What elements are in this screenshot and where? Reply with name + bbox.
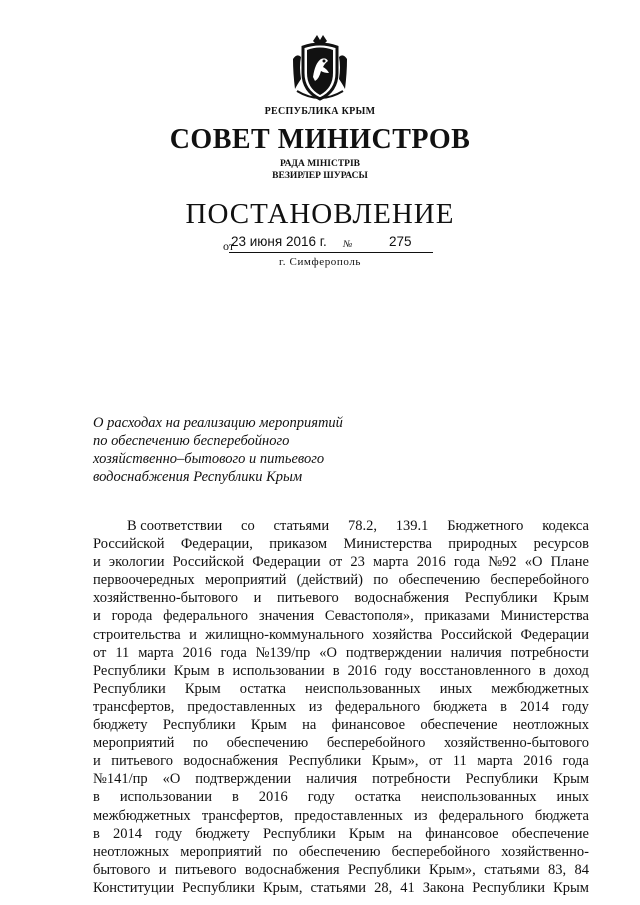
body-word: и [93, 753, 101, 770]
body-word: питьевого [277, 590, 339, 607]
body-word: федерального [438, 807, 524, 824]
body-word: году [307, 789, 335, 806]
body-word: Крым [173, 662, 210, 679]
body-word: остатка [354, 789, 401, 806]
body-word: водоснабжения [183, 753, 279, 770]
body-word: хозяйственно-бытового [443, 735, 589, 752]
body-word: финансовое [425, 825, 499, 842]
body-word: 2016 [182, 644, 212, 661]
subject-line: О расходах на реализацию мероприятий [93, 415, 343, 431]
council-title-crimean-tatar: ВЕЗИРЛЕР ШУРАСЫ [272, 171, 368, 181]
body-word: 84 [574, 861, 589, 878]
body-word: 28, [374, 879, 393, 896]
body-word: Конституции [93, 879, 175, 896]
council-title: СОВЕТ МИНИСТРОВ [169, 124, 471, 155]
body-word: 2014 [113, 825, 142, 842]
body-word: питьевого [111, 753, 173, 770]
coat-of-arms-emblem [291, 33, 349, 103]
body-word: обеспечение [420, 717, 498, 734]
body-word: водоснабжения [354, 590, 450, 607]
body-word: иных [439, 680, 473, 697]
body-word: федерального [163, 608, 249, 625]
body-word: «О [162, 771, 181, 788]
body-word: в [332, 662, 340, 679]
body-word: №141/пр [93, 771, 148, 788]
body-word: Крым», [371, 753, 419, 770]
body-word: бесперебойного [490, 572, 589, 589]
body-word: 2016 [416, 554, 446, 571]
body-word: по [373, 572, 389, 589]
body-line [93, 553, 589, 571]
body-word: бюджету [195, 825, 250, 842]
body-word: бюджету [93, 717, 148, 734]
body-word: доход [553, 662, 589, 679]
body-word: 23 [350, 554, 365, 571]
body-word: кодекса [542, 518, 589, 534]
body-word: Плане [550, 554, 589, 571]
body-word: Российской [440, 626, 513, 643]
body-word: Бюджетного [447, 518, 524, 534]
document-number: 275 [389, 234, 412, 249]
body-word: использовании [119, 789, 212, 806]
body-word: со [241, 518, 255, 534]
body-word: Федерации, [180, 536, 253, 553]
body-word: предоставленных [187, 698, 296, 715]
body-line [93, 535, 589, 553]
body-word: Федерации [252, 554, 321, 571]
body-word: Республики [162, 717, 236, 734]
body-word: статьями [273, 518, 330, 534]
body-word: неотложных [512, 717, 589, 734]
body-word: 83, [548, 861, 567, 878]
body-word: жилищно-коммунального [205, 626, 364, 643]
date-underline [229, 252, 433, 253]
document-type-title: ПОСТАНОВЛЕНИЕ [185, 198, 455, 230]
body-word: обеспечению [298, 843, 381, 860]
body-line [93, 716, 589, 734]
body-line [93, 517, 589, 535]
body-word: по [272, 843, 288, 860]
council-title-ukrainian: РАДА МІНІСТРІВ [279, 159, 360, 169]
body-word: в [93, 789, 100, 806]
body-word: 41 [400, 879, 415, 896]
body-word: восстановленного [419, 662, 531, 679]
body-line [93, 879, 589, 897]
body-word: по [193, 735, 209, 752]
body-word: 11 [452, 753, 467, 770]
body-word: Республики [93, 680, 166, 697]
body-line [93, 825, 589, 843]
body-word: от [93, 644, 107, 661]
body-word: хозяйственно- [501, 843, 589, 860]
body-word: Республики [464, 590, 538, 607]
body-word: подтверждении [345, 644, 442, 661]
republic-name: РЕСПУБЛИКА КРЫМ [264, 106, 376, 117]
body-word: в [231, 789, 239, 806]
body-word: «О [319, 644, 337, 661]
body-word: Российской [172, 554, 245, 571]
body-word: бесперебойного [391, 843, 491, 860]
body-word: Крым [553, 771, 589, 788]
body-word: межбюджетных [93, 807, 191, 824]
body-word: из [414, 807, 428, 824]
body-word: ресурсов [533, 536, 589, 553]
body-word: марта [373, 554, 409, 571]
body-word: водоснабжения [244, 861, 340, 878]
body-word: мероприятий [204, 572, 287, 589]
body-word: города [111, 608, 153, 625]
body-word: в [538, 662, 546, 679]
body-word: мероприятий [180, 843, 262, 860]
body-word: №92 [488, 554, 517, 571]
body-word: неиспользованных [305, 680, 421, 697]
body-word: бюджета [534, 807, 589, 824]
city: г. Симферополь [278, 256, 362, 268]
body-line [93, 861, 589, 879]
body-word: межбюджетных [491, 680, 589, 697]
body-word: из [308, 698, 323, 715]
body-word: Республики [347, 861, 421, 878]
body-word: в [217, 662, 225, 679]
body-word: трансфертов, [201, 807, 284, 824]
body-word: Федерации [520, 626, 589, 643]
body-word: статьями [310, 879, 367, 896]
body-word: на [302, 717, 317, 734]
body-word: 2016 [258, 789, 288, 806]
body-word: иных [556, 789, 589, 806]
body-line [93, 607, 589, 625]
body-word: 2014 [519, 698, 549, 715]
body-word: статьями [484, 861, 540, 878]
body-word: хозяйства [372, 626, 433, 643]
subject-line: по обеспечению бесперебойного [93, 433, 290, 449]
body-line [93, 626, 589, 644]
body-word: и [189, 626, 197, 643]
body-word: Республики [262, 825, 336, 842]
body-word: марта [138, 644, 174, 661]
body-word: году [384, 662, 412, 679]
body-word: приказом [269, 536, 328, 553]
number-sign: № [343, 239, 353, 250]
body-line [93, 843, 589, 861]
body-line [93, 807, 589, 825]
body-word: Закона [422, 879, 465, 896]
body-word: 78.2, [347, 518, 377, 534]
body-word: №139/пр [255, 644, 311, 661]
body-word: потребности [510, 644, 589, 661]
body-line [93, 698, 589, 716]
body-word: природных [448, 536, 518, 553]
body-line [93, 662, 589, 680]
body-word: Крым», [429, 861, 476, 878]
date-prefix: от [223, 239, 235, 253]
body-word: Крым [553, 590, 589, 607]
body-word: года [562, 753, 589, 770]
body-word: мероприятий [93, 735, 175, 752]
body-word: Российской [93, 536, 165, 553]
body-line [93, 734, 589, 752]
body-word: В соответствии [127, 518, 223, 534]
body-word: Республики [182, 879, 255, 896]
body-word: трансфертов, [93, 698, 175, 715]
body-word: и [93, 554, 101, 571]
body-word: года [220, 644, 247, 661]
body-word: 139.1 [395, 518, 429, 534]
body-word: Республики [93, 662, 166, 679]
body-word: Крым [184, 680, 221, 697]
body-word: в [500, 698, 507, 715]
body-line [93, 788, 589, 806]
body-word: году [155, 825, 183, 842]
body-word: Министерства [343, 536, 432, 553]
body-word: приказами [424, 608, 490, 625]
body-word: обеспечение [511, 825, 589, 842]
body-text [93, 517, 589, 897]
body-word: значения [258, 608, 315, 625]
document-subject [93, 414, 393, 486]
body-line [93, 589, 589, 607]
body-word: Севастополя», [324, 608, 414, 625]
body-line [93, 644, 589, 662]
body-word: 11 [115, 644, 130, 661]
body-line [93, 680, 589, 698]
body-word: обеспечению [226, 735, 309, 752]
body-word: бюджета [433, 698, 488, 715]
body-word: году [561, 698, 589, 715]
body-line [93, 752, 589, 770]
body-word: (действий) [296, 572, 363, 589]
body-word: и [253, 590, 262, 607]
body-word: остатка [239, 680, 286, 697]
body-word: хозяйственно-бытового [93, 590, 239, 607]
body-word: на [397, 825, 413, 842]
body-word: Республики [465, 771, 539, 788]
body-word: первоочередных [93, 572, 195, 589]
body-word: неиспользованных [420, 789, 537, 806]
subject-line: хозяйственно–бытового и питьевого [93, 451, 325, 467]
body-word: Крым [348, 825, 385, 842]
body-word: «О [524, 554, 543, 571]
body-word: обеспечению [398, 572, 481, 589]
body-word: наличия [450, 644, 502, 661]
body-line [93, 571, 589, 589]
body-word: от [328, 554, 343, 571]
body-word: федерального [335, 698, 421, 715]
body-word: Республики [288, 753, 362, 770]
body-word: Крым, [262, 879, 303, 896]
body-word: от [428, 753, 443, 770]
body-word: в [93, 825, 100, 842]
body-word: подтверждении [195, 771, 292, 788]
date-number-line [223, 234, 433, 252]
body-word: наличия [306, 771, 358, 788]
body-word: года [453, 554, 481, 571]
body-word: Крым [250, 717, 287, 734]
body-line [93, 770, 589, 788]
body-word: финансовое [331, 717, 406, 734]
body-word: питьевого [174, 861, 237, 878]
body-word: потребности [372, 771, 451, 788]
body-word: и [93, 608, 101, 625]
body-word: и [158, 861, 167, 878]
body-word: 2016 [523, 753, 553, 770]
body-word: экологии [108, 554, 165, 571]
body-word: марта [477, 753, 513, 770]
body-word: неотложных [93, 843, 170, 860]
document-date: 23 июня 2016 г. [231, 234, 327, 249]
body-word: Крым [553, 879, 589, 896]
body-word: строительства [93, 626, 181, 643]
body-word: бесперебойного [326, 735, 426, 752]
body-word: Республики [472, 879, 546, 896]
body-word: бытового [93, 861, 151, 878]
subject-line: водоснабжения Республики Крым [93, 469, 303, 485]
body-word: использовании [232, 662, 325, 679]
body-word: 2016 [347, 662, 377, 679]
body-word: Министерства [500, 608, 589, 625]
body-word: предоставленных [294, 807, 403, 824]
